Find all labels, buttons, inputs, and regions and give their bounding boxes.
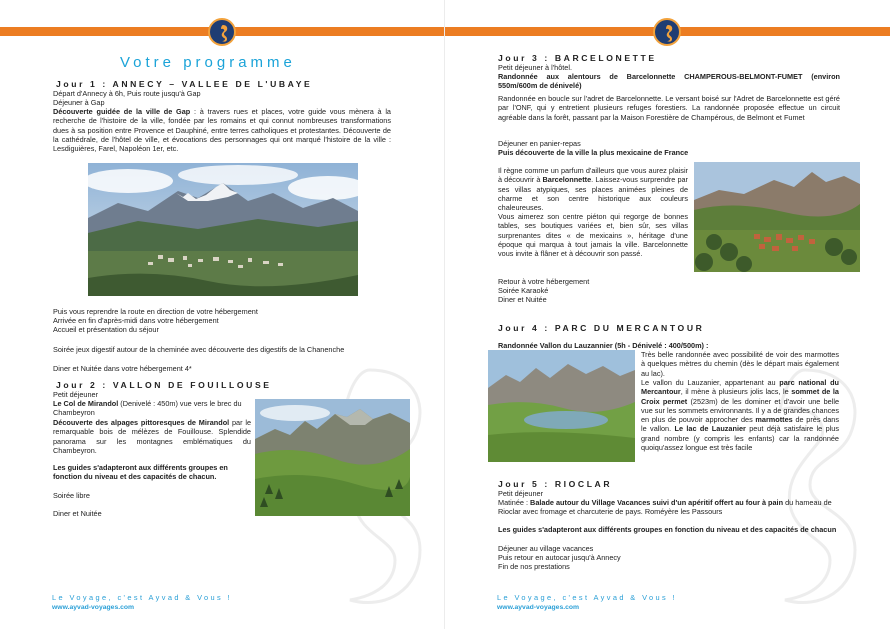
day1-after-3: Accueil et présentation du séjour — [53, 325, 159, 334]
day5-return: Puis retour en autocar jusqu'à Annecy — [498, 553, 621, 562]
lauzanier-photo — [488, 350, 635, 462]
day3-lunch: Déjeuner en panier-repas — [498, 139, 581, 148]
day2-breakfast: Petit déjeuner — [53, 390, 99, 399]
day2-guides: Les guides s'adapteront aux différents groupes en fonction du niveau et des capacités de chacun. — [53, 463, 228, 482]
footer-slogan: Le Voyage, c'est Ayvad & Vous ! — [52, 593, 233, 602]
day4-text-a: Très belle randonnée avec possibilité de voir des marmottes à quelques mètres du chemin (dès le départ mais également au lac). — [641, 350, 839, 378]
gap-photo — [88, 163, 358, 296]
day5-guides: Les guides s'adapteront aux différents groupes en fonction du niveau et des capacités de chacun — [498, 525, 837, 534]
day3-city-p1-c: . Laissez-vous surprendre par ses villas atypiques, ses places animées pleines de charme et son centre historique aux couleurs chaleureuses. — [498, 175, 688, 213]
day1-visit-text: : à travers rues et places, votre guide vous mènera à la recherche de l'histoire de la ville, fondée par les romains et qui connut nombreuses transformations dues à sa position entre Provence et Dauphiné, entre terres catholiques et protestantes. Découverte de la cathédrale, de l'hôtel de ville, et évocations des personnages qui ont marqué l'histoire de la ville : Lesdiguières, Farel, Napoléon 1er, etc. — [53, 107, 391, 154]
day5-morning-a: Matinée : — [498, 498, 531, 507]
day3-city-title: Puis découverte de la ville la plus mexicaine de France — [498, 148, 689, 157]
seahorse-logo-icon — [208, 18, 236, 46]
day4-text-b9: peut déjà satisfaire le plus grand nombre (y compris les enfants) car la randonnée quoiqu'assez longue est très facile — [641, 424, 839, 453]
day1-lunch: Déjeuner à Gap — [53, 98, 105, 107]
day2-dinner: Diner et Nuitée — [53, 509, 102, 518]
footer-url[interactable]: www.ayvad-voyages.com — [52, 604, 135, 611]
day5-morning-c: du hameau de Rioclar avec fromage et charcuterie de pays. Roméyère les Passours — [498, 498, 832, 517]
day3-city-p1-b: Barcelonnette — [542, 175, 592, 185]
day4-heading: Jour 4 : PARC DU MERCANTOUR — [498, 323, 705, 333]
barcelonnette-photo — [694, 162, 860, 272]
fouillouse-photo — [255, 399, 410, 516]
day4-text-b7: de près dans le vallon. — [641, 415, 839, 434]
footer-url[interactable]: www.ayvad-voyages.com — [497, 604, 580, 611]
day1-depart: Départ d'Annecy à 6h, Puis route jusqu'à Gap — [53, 89, 201, 98]
day4-text-b2: parc national du Mercantour — [641, 378, 839, 397]
day4-text-b4: sommet de la Croix permet — [641, 387, 839, 406]
footer-slogan: Le Voyage, c'est Ayvad & Vous ! — [497, 593, 678, 602]
day3-breakfast: Petit déjeuner à l'hôtel. — [498, 63, 573, 72]
day3-dinner: Diner et Nuitée — [498, 295, 547, 304]
right-page — [445, 0, 890, 629]
day4-text-b3: , il mène à plusieurs jolis lacs, le — [680, 387, 792, 397]
day3-city-p2: Vous aimerez son centre piéton qui regorge de bonnes tables, ses boutiques variées et, bien sûr, ses villas surprenantes dites « de mexicains », héritage d'une époque qui marqua à tout jamais la ville. Barcelonnette vous invite à flâner et à découvrir son passé. — [498, 212, 688, 259]
day5-morning-b: Balade autour du Village Vacances suivi d'un apéritif offert au four à pain — [530, 498, 784, 507]
day4-text-b1: Le vallon du Lauzanier, appartenant au — [641, 378, 780, 387]
day4-text-b8: Le lac de Lauzanier — [674, 424, 746, 434]
day3-heading: Jour 3 : BARCELONETTE — [498, 53, 657, 63]
day1-after-1: Puis vous reprendre la route en direction de votre hébergement — [53, 307, 258, 316]
day3-return: Retour à votre hébergement — [498, 277, 590, 286]
day2-evening: Soirée libre — [53, 491, 90, 500]
day3-city-p1 — [498, 166, 688, 212]
day5-end: Fin de nos prestations — [498, 562, 570, 571]
day2-col-bold: Le Col de Mirandol — [53, 399, 119, 408]
day5-breakfast: Petit déjeuner — [498, 489, 544, 498]
day3-hike-title: Randonnée aux alentours de Barcelonnette CHAMPEROUS-BELMONT-FUMET (environ 550m/600m de dénivelé) — [498, 72, 840, 91]
day2-heading: Jour 2 : VALLON DE FOUILLOUSE — [56, 380, 272, 390]
seahorse-logo-icon — [653, 18, 681, 46]
day3-evening: Soirée Karaoké — [498, 286, 549, 295]
day1-evening: Soirée jeux digestif autour de la cheminée avec découverte des digestifs de la Chanenche — [53, 345, 345, 354]
day2-disc-bold: Découverte des alpages pittoresques de Mirandol — [53, 418, 230, 427]
day1-visit-bold: Découverte guidée de la ville de Gap — [53, 107, 191, 116]
day2-disc-text: par le remarquable bois de mélèzes de Fouillouse. Splendide panorama sur les montagnes emblématiques du Chambeyron. — [53, 418, 252, 455]
day1-visit — [53, 107, 391, 153]
day1-heading: Jour 1 : ANNECY – VALLEE DE L'UBAYE — [56, 79, 313, 89]
day4-hike-title: Randonnée Vallon du Lauzannier (5h - Dénivelé : 400/500m) : — [498, 341, 709, 350]
page-title: Votre programme — [120, 54, 296, 71]
day4-text-b5: (2523m) de les dominer et d'avoir une belle vue sur les sommets environnants. Il y a de grandes chances en plus de pouvoir approcher des — [641, 396, 839, 425]
day2-col — [53, 399, 251, 418]
day3-hike-desc: Randonnée en boucle sur l'adret de Barcelonnette. Le versant boisé sur l'Adret de Barcelonnette est géré par l'ONF, qui y entretient plusieurs refuges forestiers. La randonnée proposée effectue un circuit agréable dans la forêt, passant par la Maison Forestière de Champérous, de Belmont et Fumet — [498, 94, 840, 122]
day1-after-2: Arrivée en fin d'après-midi dans votre hébergement — [53, 316, 219, 325]
day3-city-p1-a: Il règne comme un parfum d'ailleurs que vous aurez plaisir à découvrir à — [498, 166, 688, 185]
day5-morning — [498, 498, 843, 517]
day2-discovery — [53, 418, 251, 455]
day5-lunch: Déjeuner au village vacances — [498, 544, 594, 553]
day4-text-b6: marmottes — [755, 415, 793, 425]
day4-text-b — [641, 378, 839, 452]
day5-heading: Jour 5 : RIOCLAR — [498, 479, 613, 489]
day1-dinner: Diner et Nuitée dans votre hébergement 4* — [53, 364, 192, 373]
day2-col-text: (Denivelé : 450m) vue vers le brec du Chambeyron — [53, 399, 242, 418]
